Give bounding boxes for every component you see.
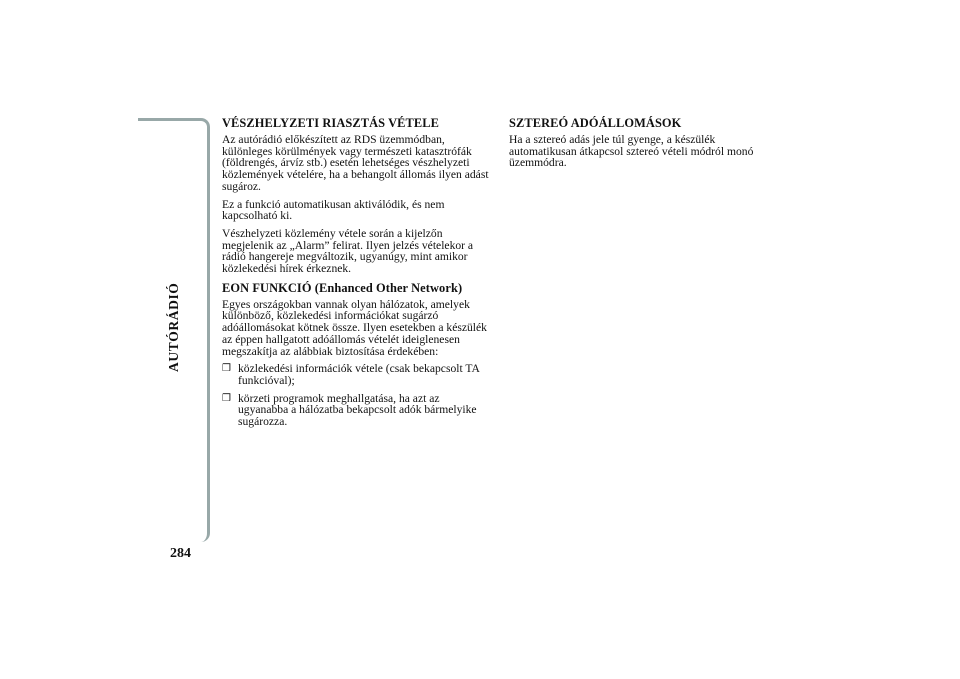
bullet-text: közlekedési információk vétele (csak bekapcsolt TA funkcióval); [238, 362, 480, 387]
heading-emergency-alarm: VÉSZHELYZETI RIASZTÁS VÉTELE [222, 116, 439, 130]
checkbox-bullet-icon: ❒ [222, 363, 231, 375]
paragraph: Az autórádió előkészített az RDS üzemmódban, különleges körülmények vagy természeti katasztrófák (földrengés, árvíz stb.) esetén lehetséges vészhelyzeti közlemények vételére, ha a behangolt állomás ilyen adást sugároz. [222, 133, 489, 193]
paragraph: Ez a funkció automatikusan aktiválódik, és nem kapcsolható ki. [222, 197, 445, 223]
paragraph: Egyes országokban vannak olyan hálózatok, amelyek különböző, közlekedési információkat sugárzó adóállomásokat kötnek össze. Ilyen esetekben a készülék az éppen hallgatott adóállomás vételét ideiglenesen megszakítja az alábbiak biztosítása érdekében: [222, 297, 487, 358]
heading-eon-function: EON FUNKCIÓ (Enhanced Other Network) [222, 280, 463, 295]
page-number: 284 [170, 546, 191, 561]
bullet-text: körzeti programok meghallgatása, ha azt az ugyanabba a hálózatba bekapcsolt adók bármelyike sugározza. [238, 391, 477, 429]
bullet-item [222, 363, 492, 386]
paragraph: Ha a sztereó adás jele túl gyenge, a készülék automatikusan átkapcsol sztereó vételi módról monó üzemmódra. [509, 133, 754, 170]
chapter-title: AUTÓRÁDIÓ [166, 282, 181, 372]
paragraph: Vészhelyzeti közlemény vétele során a kijelzőn megjelenik az „Alarm” felirat. Ilyen jelzés vételekor a rádió hangereje megváltozik, ugyanúgy, mint amikor közlekedési hírek érkeznek. [222, 226, 474, 276]
heading-stereo-stations: SZTEREÓ ADÓÁLLOMÁSOK [509, 116, 682, 130]
right-column [509, 116, 779, 175]
left-column [222, 116, 492, 434]
bullet-item [222, 393, 492, 428]
checkbox-bullet-icon: ❒ [222, 392, 231, 404]
